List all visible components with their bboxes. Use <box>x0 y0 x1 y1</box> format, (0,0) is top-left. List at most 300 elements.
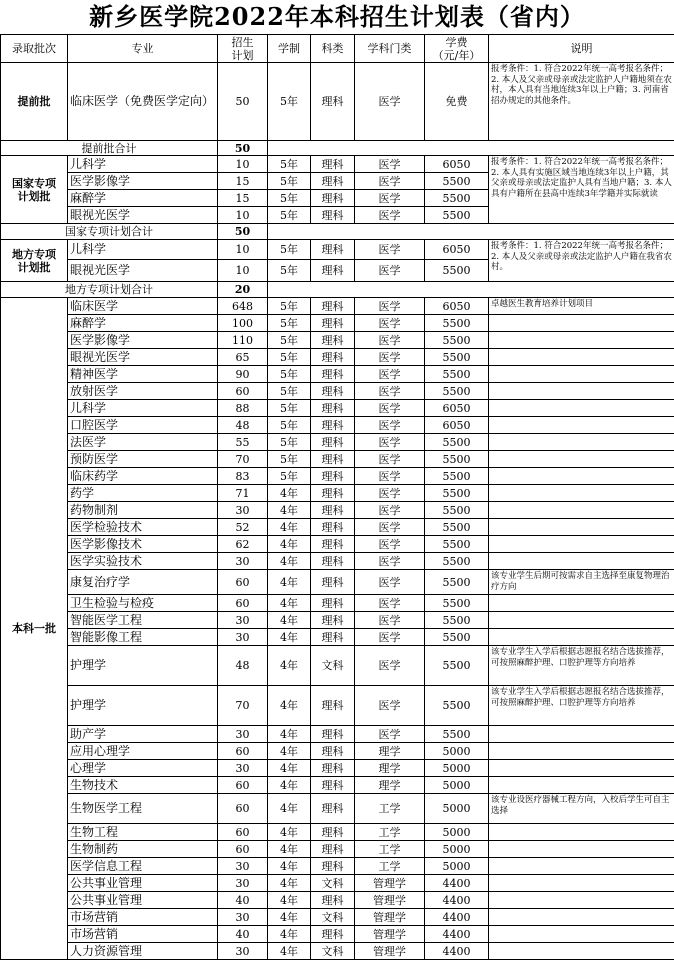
discipline-cell: 医学 <box>355 434 425 451</box>
duration-cell: 5年 <box>268 332 311 349</box>
table-row <box>1 332 674 349</box>
discipline-cell: 医学 <box>355 349 425 366</box>
discipline-cell: 理学 <box>355 760 425 777</box>
table-row <box>1 570 674 595</box>
plan-cell: 60 <box>218 383 268 400</box>
plan-cell: 88 <box>218 400 268 417</box>
table-row <box>1 485 674 502</box>
fee-cell: 4400 <box>425 892 489 909</box>
major-cell: 市场营销 <box>68 926 218 943</box>
subtotal-row <box>1 224 674 240</box>
fee-cell: 5500 <box>425 519 489 536</box>
note-cell <box>489 875 674 892</box>
plan-cell: 30 <box>218 909 268 926</box>
plan-cell: 83 <box>218 468 268 485</box>
discipline-cell: 医学 <box>355 260 425 282</box>
plan-cell: 30 <box>218 553 268 570</box>
fee-cell: 5500 <box>425 726 489 743</box>
major-cell: 护理学 <box>68 646 218 686</box>
table-row <box>1 777 674 794</box>
plan-cell: 50 <box>218 63 268 141</box>
duration-cell: 4年 <box>268 892 311 909</box>
table-row <box>1 553 674 570</box>
major-cell: 生物工程 <box>68 824 218 841</box>
category-cell: 理科 <box>311 926 355 943</box>
fee-cell: 6050 <box>425 417 489 434</box>
major-cell: 法医学 <box>68 434 218 451</box>
table-row <box>1 726 674 743</box>
discipline-cell: 医学 <box>355 207 425 224</box>
category-cell: 理科 <box>311 629 355 646</box>
category-cell: 理科 <box>311 612 355 629</box>
note-cell <box>489 434 674 451</box>
table-row <box>1 417 674 434</box>
category-cell: 理科 <box>311 400 355 417</box>
major-cell: 精神医学 <box>68 366 218 383</box>
plan-cell: 60 <box>218 570 268 595</box>
plan-cell: 30 <box>218 612 268 629</box>
note-cell <box>489 743 674 760</box>
plan-cell: 60 <box>218 777 268 794</box>
category-cell: 理科 <box>311 485 355 502</box>
major-cell: 临床药学 <box>68 468 218 485</box>
header-duration: 学制 <box>268 35 311 63</box>
category-cell: 理科 <box>311 892 355 909</box>
duration-cell: 5年 <box>268 298 311 315</box>
table-row <box>1 468 674 485</box>
header-row <box>1 35 674 63</box>
header-plan: 招生 计划 <box>218 35 268 63</box>
fee-cell: 4400 <box>425 909 489 926</box>
note-cell <box>489 760 674 777</box>
major-cell: 预防医学 <box>68 451 218 468</box>
plan-cell: 10 <box>218 207 268 224</box>
discipline-cell: 理学 <box>355 743 425 760</box>
plan-cell: 52 <box>218 519 268 536</box>
duration-cell: 5年 <box>268 173 311 190</box>
header-batch: 录取批次 <box>1 35 68 63</box>
note-cell: 该专业学生后期可按需求自主选择至康复物理治疗方向 <box>489 570 674 595</box>
discipline-cell: 医学 <box>355 726 425 743</box>
discipline-cell: 医学 <box>355 315 425 332</box>
note-cell <box>489 332 674 349</box>
discipline-cell: 医学 <box>355 612 425 629</box>
major-cell: 儿科学 <box>68 156 218 173</box>
table-row <box>1 315 674 332</box>
fee-cell: 5500 <box>425 502 489 519</box>
discipline-cell: 医学 <box>355 190 425 207</box>
duration-cell: 5年 <box>268 207 311 224</box>
category-cell: 文科 <box>311 875 355 892</box>
major-cell: 麻醉学 <box>68 190 218 207</box>
discipline-cell: 医学 <box>355 536 425 553</box>
note-cell <box>489 629 674 646</box>
duration-cell: 4年 <box>268 502 311 519</box>
duration-cell: 4年 <box>268 519 311 536</box>
plan-cell: 70 <box>218 686 268 726</box>
fee-cell: 5500 <box>425 485 489 502</box>
fee-cell: 5500 <box>425 332 489 349</box>
discipline-cell: 医学 <box>355 417 425 434</box>
table-row <box>1 349 674 366</box>
fee-cell: 5500 <box>425 536 489 553</box>
plan-cell: 30 <box>218 629 268 646</box>
duration-cell: 4年 <box>268 536 311 553</box>
major-cell: 生物技术 <box>68 777 218 794</box>
duration-cell: 4年 <box>268 570 311 595</box>
table-row <box>1 629 674 646</box>
duration-cell: 4年 <box>268 777 311 794</box>
duration-cell: 4年 <box>268 824 311 841</box>
duration-cell: 5年 <box>268 190 311 207</box>
fee-cell: 5000 <box>425 760 489 777</box>
category-cell: 理科 <box>311 434 355 451</box>
header-major: 专业 <box>68 35 218 63</box>
table-row <box>1 794 674 824</box>
batch-regular: 本科一批 <box>1 298 68 960</box>
discipline-cell: 工学 <box>355 794 425 824</box>
plan-cell: 30 <box>218 760 268 777</box>
fee-cell: 5500 <box>425 173 489 190</box>
table-row <box>1 156 674 173</box>
fee-cell: 4400 <box>425 926 489 943</box>
discipline-cell: 医学 <box>355 383 425 400</box>
header-category: 科类 <box>311 35 355 63</box>
duration-cell: 4年 <box>268 875 311 892</box>
category-cell: 文科 <box>311 909 355 926</box>
discipline-cell: 管理学 <box>355 943 425 960</box>
plan-cell: 70 <box>218 451 268 468</box>
plan-cell: 55 <box>218 434 268 451</box>
discipline-cell: 医学 <box>355 63 425 141</box>
major-cell: 医学信息工程 <box>68 858 218 875</box>
duration-cell: 5年 <box>268 417 311 434</box>
major-cell: 医学检验技术 <box>68 519 218 536</box>
duration-cell: 4年 <box>268 686 311 726</box>
discipline-cell: 医学 <box>355 485 425 502</box>
duration-cell: 5年 <box>268 260 311 282</box>
discipline-cell: 医学 <box>355 502 425 519</box>
subtotal-label: 国家专项计划合计 <box>1 224 218 240</box>
major-cell: 眼视光医学 <box>68 260 218 282</box>
note-cell <box>489 777 674 794</box>
note-cell: 卓越医生教育培养计划项目 <box>489 298 674 315</box>
fee-cell: 6050 <box>425 240 489 260</box>
note-cell: 报考条件：1. 符合2022年统一高考报名条件；2. 本人及父亲或母亲或法定监护人户籍在我省农村。 <box>489 240 674 282</box>
category-cell: 理科 <box>311 190 355 207</box>
batch-local: 地方专项 计划批 <box>1 240 68 282</box>
plan-cell: 30 <box>218 875 268 892</box>
discipline-cell: 工学 <box>355 858 425 875</box>
plan-cell: 40 <box>218 892 268 909</box>
note-cell: 该专业学生入学后根据志愿报名结合选拔推荐，可按照麻醉护理、口腔护理等方向培养 <box>489 686 674 726</box>
plan-cell: 48 <box>218 646 268 686</box>
category-cell: 理科 <box>311 298 355 315</box>
fee-cell: 6050 <box>425 400 489 417</box>
category-cell: 理科 <box>311 156 355 173</box>
major-cell: 儿科学 <box>68 240 218 260</box>
plan-cell: 40 <box>218 926 268 943</box>
major-cell: 儿科学 <box>68 400 218 417</box>
table-row <box>1 400 674 417</box>
table-row <box>1 909 674 926</box>
note-cell: 报考条件：1. 符合2022年统一高考报名条件；2. 本人及父亲或母亲或法定监护人户籍地须在农村，本人具有当地连续3年以上户籍；3. 河南省招办规定的其他条件。 <box>489 63 674 141</box>
discipline-cell: 管理学 <box>355 926 425 943</box>
fee-cell: 6050 <box>425 156 489 173</box>
discipline-cell: 医学 <box>355 570 425 595</box>
batch-early: 提前批 <box>1 63 68 141</box>
discipline-cell: 医学 <box>355 298 425 315</box>
note-cell <box>489 553 674 570</box>
major-cell: 药学 <box>68 485 218 502</box>
fee-cell: 5500 <box>425 349 489 366</box>
regular-batch-body <box>1 298 674 960</box>
table-row <box>1 875 674 892</box>
subtotal-label: 提前批合计 <box>1 141 218 156</box>
major-cell: 口腔医学 <box>68 417 218 434</box>
duration-cell: 5年 <box>268 63 311 141</box>
fee-cell: 5000 <box>425 743 489 760</box>
duration-cell: 4年 <box>268 485 311 502</box>
subtotal-value: 50 <box>218 141 268 156</box>
fee-cell: 5500 <box>425 553 489 570</box>
plan-cell: 30 <box>218 726 268 743</box>
major-cell: 医学实验技术 <box>68 553 218 570</box>
major-cell: 护理学 <box>68 686 218 726</box>
fee-cell: 5000 <box>425 841 489 858</box>
plan-cell: 110 <box>218 332 268 349</box>
duration-cell: 5年 <box>268 383 311 400</box>
fee-cell: 免费 <box>425 63 489 141</box>
category-cell: 文科 <box>311 943 355 960</box>
plan-cell: 90 <box>218 366 268 383</box>
page-title: 新乡医学院2022年本科招生计划表（省内） <box>89 2 585 31</box>
note-cell <box>489 841 674 858</box>
note-cell <box>489 595 674 612</box>
fee-cell: 5000 <box>425 824 489 841</box>
discipline-cell: 医学 <box>355 451 425 468</box>
note-cell: 该专业设医疗器械工程方向，入校后学生可自主选择 <box>489 794 674 824</box>
duration-cell: 4年 <box>268 612 311 629</box>
table-row <box>1 686 674 726</box>
duration-cell: 4年 <box>268 858 311 875</box>
plan-cell: 60 <box>218 595 268 612</box>
category-cell: 理科 <box>311 760 355 777</box>
category-cell: 理科 <box>311 841 355 858</box>
fee-cell: 5500 <box>425 207 489 224</box>
discipline-cell: 工学 <box>355 824 425 841</box>
subtotal-value: 20 <box>218 282 268 298</box>
plan-cell: 60 <box>218 794 268 824</box>
category-cell: 理科 <box>311 595 355 612</box>
plan-cell: 62 <box>218 536 268 553</box>
major-cell: 眼视光医学 <box>68 349 218 366</box>
major-cell: 医学影像技术 <box>68 536 218 553</box>
table-row <box>1 595 674 612</box>
duration-cell: 4年 <box>268 909 311 926</box>
table-row <box>1 858 674 875</box>
note-cell <box>489 383 674 400</box>
fee-cell: 5500 <box>425 595 489 612</box>
fee-cell: 5500 <box>425 468 489 485</box>
plan-cell: 30 <box>218 502 268 519</box>
plan-cell: 100 <box>218 315 268 332</box>
major-cell: 生物医学工程 <box>68 794 218 824</box>
discipline-cell: 医学 <box>355 173 425 190</box>
note-cell <box>489 400 674 417</box>
duration-cell: 4年 <box>268 553 311 570</box>
duration-cell: 5年 <box>268 451 311 468</box>
category-cell: 理科 <box>311 824 355 841</box>
category-cell: 理科 <box>311 570 355 595</box>
note-cell <box>489 726 674 743</box>
note-cell <box>489 926 674 943</box>
major-cell: 助产学 <box>68 726 218 743</box>
discipline-cell: 医学 <box>355 553 425 570</box>
major-cell: 放射医学 <box>68 383 218 400</box>
plan-cell: 48 <box>218 417 268 434</box>
category-cell: 理科 <box>311 553 355 570</box>
duration-cell: 4年 <box>268 629 311 646</box>
category-cell: 理科 <box>311 686 355 726</box>
note-cell <box>489 943 674 960</box>
fee-cell: 5500 <box>425 629 489 646</box>
major-cell: 公共事业管理 <box>68 892 218 909</box>
major-cell: 心理学 <box>68 760 218 777</box>
subtotal-row <box>1 282 674 298</box>
subtotal-label: 地方专项计划合计 <box>1 282 218 298</box>
fee-cell: 5500 <box>425 434 489 451</box>
major-cell: 人力资源管理 <box>68 943 218 960</box>
duration-cell: 4年 <box>268 646 311 686</box>
major-cell: 生物制药 <box>68 841 218 858</box>
table-row <box>1 240 674 260</box>
header-discipline: 学科门类 <box>355 35 425 63</box>
fee-cell: 5500 <box>425 451 489 468</box>
discipline-cell: 医学 <box>355 400 425 417</box>
note-cell <box>489 858 674 875</box>
major-cell: 公共事业管理 <box>68 875 218 892</box>
plan-cell: 10 <box>218 240 268 260</box>
discipline-cell: 医学 <box>355 332 425 349</box>
duration-cell: 4年 <box>268 841 311 858</box>
category-cell: 理科 <box>311 858 355 875</box>
plan-cell: 60 <box>218 743 268 760</box>
category-cell: 理科 <box>311 349 355 366</box>
fee-cell: 6050 <box>425 298 489 315</box>
discipline-cell: 医学 <box>355 468 425 485</box>
major-cell: 医学影像学 <box>68 332 218 349</box>
category-cell: 理科 <box>311 383 355 400</box>
category-cell: 理科 <box>311 332 355 349</box>
note-cell <box>489 315 674 332</box>
note-cell: 报考条件：1. 符合2022年统一高考报名条件；2. 本人具有实施区域当地连续3年以上户籍，其父亲或母亲或法定监护人具有当地户籍；3. 本人具有户籍所在县高中连续3年学籍并实际就读 <box>489 156 674 224</box>
plan-cell: 30 <box>218 858 268 875</box>
plan-cell: 65 <box>218 349 268 366</box>
discipline-cell: 医学 <box>355 595 425 612</box>
note-cell <box>489 519 674 536</box>
major-cell: 临床医学（免费医学定向） <box>68 63 218 141</box>
discipline-cell: 工学 <box>355 841 425 858</box>
fee-cell: 5500 <box>425 570 489 595</box>
category-cell: 理科 <box>311 417 355 434</box>
category-cell: 理科 <box>311 519 355 536</box>
category-cell: 理科 <box>311 207 355 224</box>
duration-cell: 4年 <box>268 943 311 960</box>
fee-cell: 5500 <box>425 612 489 629</box>
subtotal-value: 50 <box>218 224 268 240</box>
table-row <box>1 434 674 451</box>
header-note: 说明 <box>489 35 674 63</box>
discipline-cell: 医学 <box>355 240 425 260</box>
category-cell: 理科 <box>311 366 355 383</box>
table-row <box>1 760 674 777</box>
header-fee: 学费 （元/年） <box>425 35 489 63</box>
discipline-cell: 医学 <box>355 519 425 536</box>
category-cell: 理科 <box>311 794 355 824</box>
note-cell <box>489 366 674 383</box>
discipline-cell: 管理学 <box>355 875 425 892</box>
plan-cell: 15 <box>218 173 268 190</box>
major-cell: 医学影像学 <box>68 173 218 190</box>
table-row <box>1 298 674 315</box>
fee-cell: 5500 <box>425 383 489 400</box>
plan-cell: 648 <box>218 298 268 315</box>
major-cell: 眼视光医学 <box>68 207 218 224</box>
note-cell <box>489 485 674 502</box>
note-cell <box>489 536 674 553</box>
note-cell: 该专业学生入学后根据志愿报名结合选拔推荐，可按照麻醉护理、口腔护理等方向培养 <box>489 646 674 686</box>
table-row <box>1 366 674 383</box>
category-cell: 文科 <box>311 646 355 686</box>
major-cell: 卫生检验与检疫 <box>68 595 218 612</box>
duration-cell: 5年 <box>268 315 311 332</box>
category-cell: 理科 <box>311 260 355 282</box>
duration-cell: 5年 <box>268 366 311 383</box>
major-cell: 智能影像工程 <box>68 629 218 646</box>
note-cell <box>489 892 674 909</box>
table-row <box>1 519 674 536</box>
table-row <box>1 383 674 400</box>
table-row <box>1 943 674 960</box>
discipline-cell: 管理学 <box>355 892 425 909</box>
table-row <box>1 451 674 468</box>
duration-cell: 5年 <box>268 468 311 485</box>
table-row <box>1 536 674 553</box>
discipline-cell: 医学 <box>355 629 425 646</box>
major-cell: 临床医学 <box>68 298 218 315</box>
discipline-cell: 医学 <box>355 156 425 173</box>
category-cell: 理科 <box>311 451 355 468</box>
fee-cell: 4400 <box>425 943 489 960</box>
plan-cell: 15 <box>218 190 268 207</box>
note-cell <box>489 468 674 485</box>
fee-cell: 5000 <box>425 777 489 794</box>
fee-cell: 5500 <box>425 260 489 282</box>
major-cell: 市场营销 <box>68 909 218 926</box>
duration-cell: 5年 <box>268 434 311 451</box>
category-cell: 理科 <box>311 63 355 141</box>
note-cell <box>489 612 674 629</box>
category-cell: 理科 <box>311 240 355 260</box>
table-row <box>1 841 674 858</box>
duration-cell: 5年 <box>268 240 311 260</box>
note-cell <box>489 824 674 841</box>
category-cell: 理科 <box>311 777 355 794</box>
table-row <box>1 892 674 909</box>
category-cell: 理科 <box>311 173 355 190</box>
enrollment-table <box>0 34 674 960</box>
